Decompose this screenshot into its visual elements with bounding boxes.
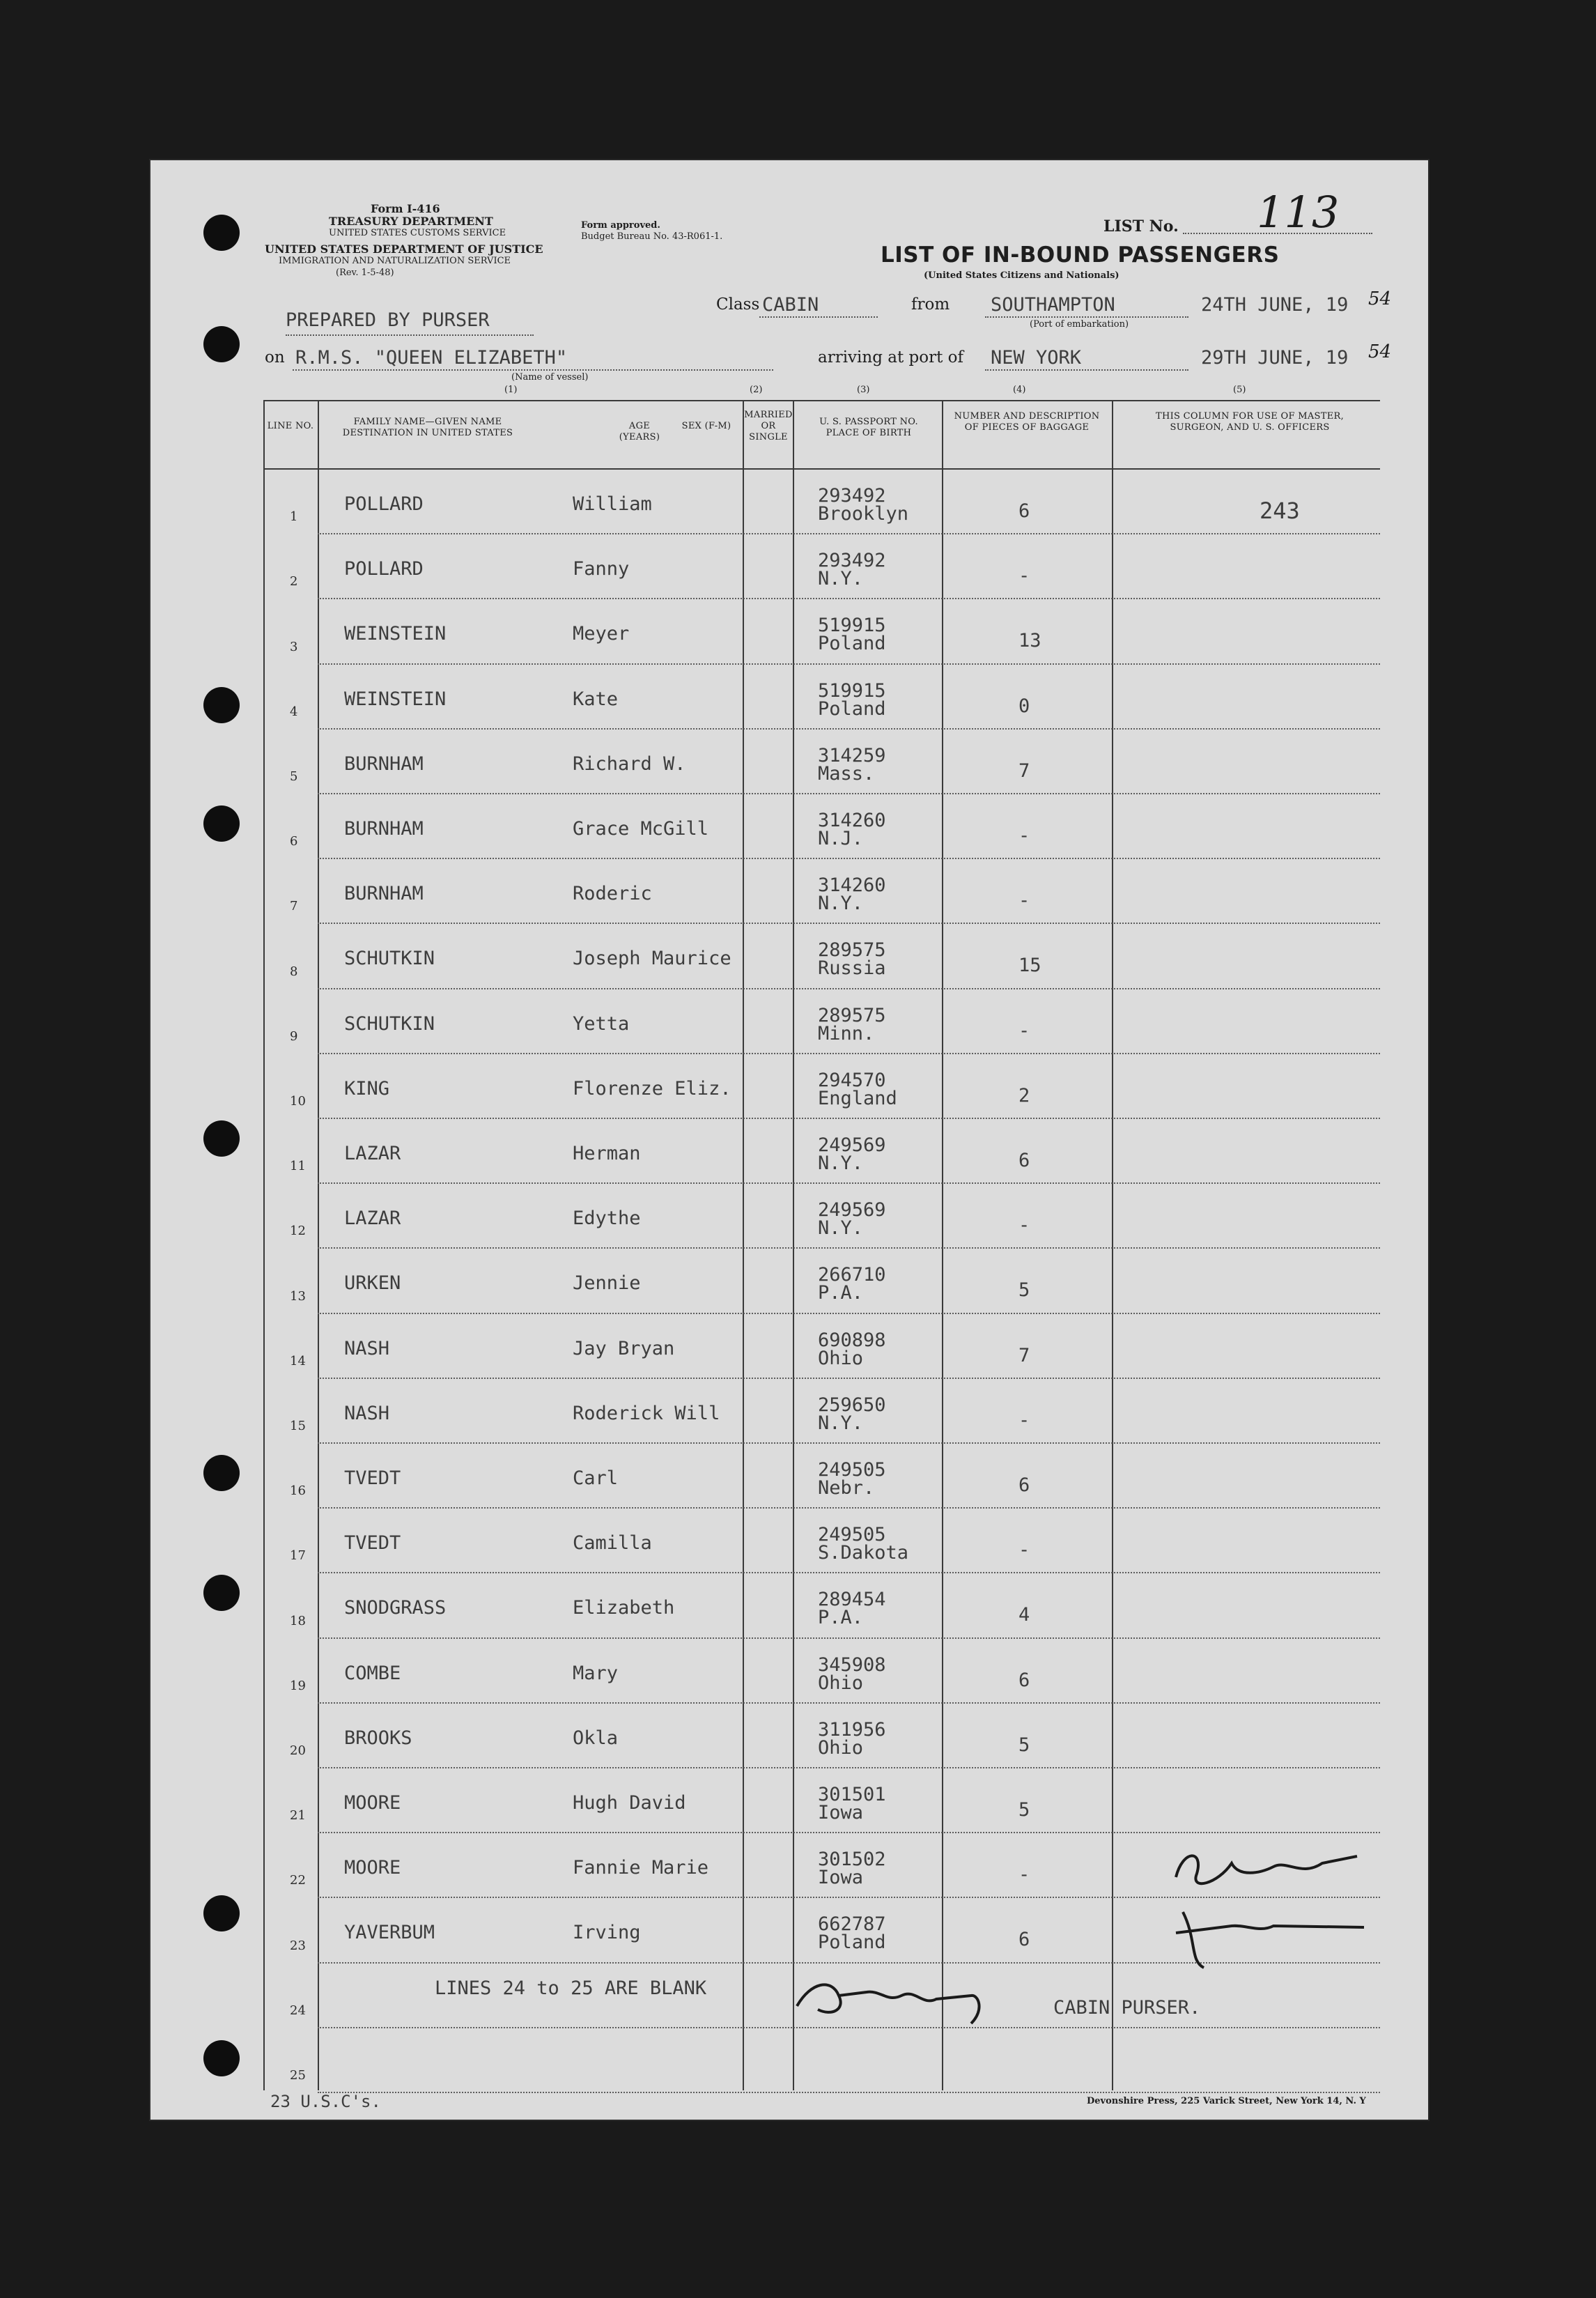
baggage-count: 6 <box>1018 1929 1030 1951</box>
punch-hole <box>203 805 240 842</box>
baggage-count: 7 <box>1018 1344 1030 1366</box>
passport-number: 249505 <box>818 1524 886 1546</box>
col-num-4: (4) <box>1013 385 1026 395</box>
baggage-count: 7 <box>1018 759 1030 782</box>
family-name: COMBE <box>344 1662 401 1684</box>
punch-hole <box>203 1895 240 1931</box>
passport-number: 289575 <box>818 1004 886 1026</box>
vessel-name: R.M.S. "QUEEN ELIZABETH" <box>295 347 568 369</box>
table-row <box>263 1182 1380 1247</box>
punch-hole <box>203 215 240 251</box>
place-of-birth: P.A. <box>818 1607 864 1629</box>
table-row <box>263 1247 1380 1312</box>
family-name: WEINSTEIN <box>344 623 447 645</box>
from-value: SOUTHAMPTON <box>991 294 1115 316</box>
table-row <box>263 598 1380 663</box>
family-name: KING <box>344 1077 390 1100</box>
place-of-birth: N.J. <box>818 828 864 849</box>
baggage-count: - <box>1018 1409 1030 1431</box>
table-row <box>263 1637 1380 1702</box>
arrival-date: 29TH JUNE, 19 <box>1201 347 1349 369</box>
place-of-birth: Poland <box>818 697 886 720</box>
from-label: from <box>911 295 950 314</box>
passport-number: 289454 <box>818 1589 886 1611</box>
col-header-sex: SEX (F-M) <box>681 421 731 431</box>
family-name: MOORE <box>344 1857 401 1879</box>
line-number: 22 <box>290 1873 306 1888</box>
table-row <box>263 858 1380 923</box>
place-of-birth: Poland <box>818 1931 886 1954</box>
baggage-count: 0 <box>1018 695 1030 717</box>
punch-hole <box>203 687 240 723</box>
punch-hole <box>203 1575 240 1611</box>
purser-label: CABIN PURSER. <box>1053 1997 1201 2019</box>
punch-hole <box>203 326 240 362</box>
table-row <box>263 1702 1380 1767</box>
line-number: 2 <box>290 574 298 589</box>
place-of-birth: Iowa <box>818 1867 864 1889</box>
line-number: 6 <box>290 834 298 849</box>
family-name: SCHUTKIN <box>344 1012 435 1035</box>
class-label: Class <box>716 295 760 314</box>
table-row <box>263 1442 1380 1507</box>
line-number: 4 <box>290 704 298 719</box>
line-number: 21 <box>290 1808 306 1823</box>
form-approved: Form approved. <box>581 220 660 231</box>
place-of-birth: P.A. <box>818 1282 864 1304</box>
baggage-count: - <box>1018 1214 1030 1237</box>
place-of-birth: Ohio <box>818 1347 864 1369</box>
baggage-count: 6 <box>1018 1669 1030 1691</box>
family-name: BURNHAM <box>344 753 424 775</box>
line-number: 19 <box>290 1678 306 1693</box>
form-number: Form I-416 <box>371 202 440 215</box>
baggage-count: 13 <box>1018 630 1041 652</box>
line-number: 20 <box>290 1743 306 1758</box>
family-name: BROOKS <box>344 1727 412 1749</box>
justice-dept: UNITED STATES DEPARTMENT OF JUSTICE <box>265 242 543 256</box>
line-number: 24 <box>290 2003 306 2018</box>
on-label: on <box>265 348 285 367</box>
col-num-3: (3) <box>857 385 870 395</box>
col-header-age: AGE (YEARS) <box>619 421 660 442</box>
table-row <box>263 1507 1380 1572</box>
line-number: 17 <box>290 1548 306 1564</box>
table-row <box>263 1378 1380 1442</box>
port-caption: (Port of embarkation) <box>1030 319 1129 330</box>
line-number: 3 <box>290 639 298 654</box>
baggage-count: - <box>1018 890 1030 912</box>
given-name: William <box>573 493 652 515</box>
passport-number: 266710 <box>818 1264 886 1286</box>
place-of-birth: N.Y. <box>818 1217 864 1240</box>
line-number: 10 <box>290 1093 306 1109</box>
vessel-caption: (Name of vessel) <box>511 372 589 383</box>
given-name: Meyer <box>573 623 630 645</box>
prepared-by: PREPARED BY PURSER <box>286 309 490 331</box>
punch-hole <box>203 1455 240 1491</box>
given-name: Herman <box>573 1143 641 1164</box>
given-name: Jennie <box>573 1272 641 1295</box>
baggage-count: 6 <box>1018 1474 1030 1496</box>
punch-hole <box>203 1120 240 1157</box>
departure-year: 54 <box>1368 288 1392 309</box>
footer-count: 23 U.S.C's. <box>270 2092 381 2111</box>
printer-imprint: Devonshire Press, 225 Varick Street, New York 14, N. Y <box>1087 2096 1366 2106</box>
baggage-count: 5 <box>1018 1734 1030 1756</box>
list-no-label: LIST No. <box>1103 217 1179 236</box>
baggage-count: 4 <box>1018 1604 1030 1626</box>
table-row <box>263 1053 1380 1118</box>
given-name: Fannie Marie <box>573 1857 709 1879</box>
row-divider <box>318 2092 1380 2093</box>
passport-number: 662787 <box>818 1913 886 1936</box>
line-number: 7 <box>290 899 298 914</box>
family-name: URKEN <box>344 1272 401 1295</box>
place-of-birth: England <box>818 1087 897 1109</box>
table-row <box>263 1118 1380 1182</box>
passport-number: 259650 <box>818 1394 886 1416</box>
family-name: WEINSTEIN <box>344 688 447 710</box>
given-name: Irving <box>573 1922 641 1944</box>
passport-number: 345908 <box>818 1653 886 1676</box>
table-row <box>263 533 1380 598</box>
budget-bureau: Budget Bureau No. 43-R061-1. <box>581 231 723 242</box>
place-of-birth: Minn. <box>818 1022 875 1044</box>
passenger-table <box>263 400 1380 2090</box>
purser-signature <box>790 1968 1013 2030</box>
table-row <box>263 1572 1380 1637</box>
passport-number: 294570 <box>818 1069 886 1091</box>
family-name: MOORE <box>344 1792 401 1814</box>
line-number: 23 <box>290 1938 306 1953</box>
passport-number: 301502 <box>818 1849 886 1871</box>
col-header-passport: U. S. PASSPORT NO. PLACE OF BIRTH <box>819 417 918 438</box>
baggage-count: 15 <box>1018 955 1041 977</box>
given-name: Elizabeth <box>573 1597 675 1619</box>
passport-number: 301501 <box>818 1784 886 1805</box>
family-name: BURNHAM <box>344 883 424 905</box>
given-name: Mary <box>573 1662 619 1684</box>
baggage-count: - <box>1018 1539 1030 1561</box>
place-of-birth: N.Y. <box>818 1412 864 1434</box>
place-of-birth: S.Dakota <box>818 1542 909 1564</box>
family-name: NASH <box>344 1402 390 1424</box>
line-number: 11 <box>290 1159 306 1174</box>
blank-lines-note: LINES 24 to 25 ARE BLANK <box>435 1977 707 1999</box>
table-row <box>263 2027 1380 2092</box>
page-subtitle: (United States Citizens and Nationals) <box>924 270 1119 281</box>
departure-date: 24TH JUNE, 19 <box>1201 294 1349 316</box>
given-name: Joseph Maurice <box>573 948 731 970</box>
baggage-count: - <box>1018 1864 1030 1886</box>
arrival-year: 54 <box>1368 341 1392 362</box>
given-name: Carl <box>573 1467 619 1489</box>
treasury-dept: TREASURY DEPARTMENT <box>329 215 493 228</box>
col-header-officers: THIS COLUMN FOR USE OF MASTER, SURGEON, AND U. S. OFFICERS <box>1155 411 1345 433</box>
place-of-birth: Iowa <box>818 1802 864 1823</box>
col-header-baggage: NUMBER AND DESCRIPTION OF PIECES OF BAGGAGE <box>954 411 1100 433</box>
passport-number: 314259 <box>818 744 886 766</box>
given-name: Florenze Eliz. <box>573 1077 731 1100</box>
line-number: 8 <box>290 964 298 979</box>
family-name: POLLARD <box>344 558 424 580</box>
place-of-birth: Brooklyn <box>818 503 909 525</box>
punch-hole <box>203 2040 240 2076</box>
arriving-label: arriving at port of <box>818 348 963 367</box>
family-name: TVEDT <box>344 1467 401 1489</box>
place-of-birth: Ohio <box>818 1736 864 1759</box>
given-name: Camilla <box>573 1532 652 1555</box>
line-number: 16 <box>290 1483 306 1499</box>
family-name: TVEDT <box>344 1532 401 1555</box>
place-of-birth: Nebr. <box>818 1477 875 1499</box>
table-row <box>263 923 1380 987</box>
line-number: 15 <box>290 1418 306 1433</box>
col-num-5: (5) <box>1233 385 1246 395</box>
table-row <box>263 1313 1380 1378</box>
class-value: CABIN <box>762 294 819 316</box>
baggage-count: 6 <box>1018 1150 1030 1171</box>
officer-note: 243 <box>1260 498 1300 524</box>
family-name: LAZAR <box>344 1143 401 1164</box>
line-number: 25 <box>290 2067 306 2083</box>
given-name: Edythe <box>573 1208 641 1230</box>
given-name: Okla <box>573 1727 619 1749</box>
family-name: POLLARD <box>344 493 424 515</box>
given-name: Grace McGill <box>573 818 709 840</box>
passport-number: 293492 <box>818 550 886 572</box>
col-header-line: LINE NO. <box>267 421 314 431</box>
family-name: LAZAR <box>344 1208 401 1230</box>
line-number: 9 <box>290 1028 298 1044</box>
passport-number: 690898 <box>818 1329 886 1351</box>
given-name: Hugh David <box>573 1792 686 1814</box>
table-row <box>263 728 1380 793</box>
passport-number: 314260 <box>818 810 886 831</box>
given-name: Kate <box>573 688 619 710</box>
table-row <box>263 793 1380 858</box>
given-name: Jay Bryan <box>573 1337 675 1359</box>
given-name: Roderic <box>573 883 652 905</box>
passport-number: 249505 <box>818 1459 886 1481</box>
line-number: 1 <box>290 509 298 525</box>
place-of-birth: Poland <box>818 633 886 655</box>
ins-service: IMMIGRATION AND NATURALIZATION SERVICE <box>279 256 511 266</box>
baggage-count: 6 <box>1018 500 1030 522</box>
baggage-count: - <box>1018 565 1030 587</box>
table-row <box>263 468 1380 533</box>
officer-signature <box>1155 1835 1378 1975</box>
arrival-port: NEW YORK <box>991 347 1082 369</box>
given-name: Fanny <box>573 558 630 580</box>
passport-number: 289575 <box>818 939 886 962</box>
place-of-birth: Mass. <box>818 762 875 785</box>
table-row <box>263 663 1380 728</box>
col-header-name: FAMILY NAME—GIVEN NAME DESTINATION IN UNITED STATES <box>342 417 513 438</box>
family-name: SCHUTKIN <box>344 948 435 970</box>
page-title: LIST OF IN-BOUND PASSENGERS <box>881 242 1280 268</box>
family-name: SNODGRASS <box>344 1597 447 1619</box>
passport-number: 249569 <box>818 1199 886 1221</box>
baggage-count: - <box>1018 1019 1030 1042</box>
col-header-married: MARRIED OR SINGLE <box>744 410 793 442</box>
table-row <box>263 988 1380 1053</box>
family-name: BURNHAM <box>344 818 424 840</box>
place-of-birth: N.Y. <box>818 568 864 590</box>
place-of-birth: N.Y. <box>818 893 864 915</box>
passport-number: 519915 <box>818 615 886 637</box>
customs-service: UNITED STATES CUSTOMS SERVICE <box>329 228 506 238</box>
place-of-birth: Russia <box>818 957 886 980</box>
given-name: Roderick Will <box>573 1402 720 1424</box>
revision: (Rev. 1-5-48) <box>336 268 394 278</box>
passport-number: 519915 <box>818 679 886 702</box>
passport-number: 249569 <box>818 1134 886 1156</box>
baggage-count: 2 <box>1018 1084 1030 1106</box>
baggage-count: 5 <box>1018 1279 1030 1302</box>
place-of-birth: Ohio <box>818 1672 864 1694</box>
baggage-count: - <box>1018 825 1030 847</box>
given-name: Yetta <box>573 1012 630 1035</box>
family-name: NASH <box>344 1337 390 1359</box>
col-num-2: (2) <box>750 385 763 395</box>
list-no-value: 113 <box>1257 187 1340 238</box>
table-row <box>263 1767 1380 1832</box>
family-name: YAVERBUM <box>344 1922 435 1944</box>
col-num-1: (1) <box>504 385 518 395</box>
line-number: 14 <box>290 1353 306 1368</box>
passport-number: 314260 <box>818 874 886 897</box>
baggage-count: 5 <box>1018 1799 1030 1821</box>
given-name: Richard W. <box>573 753 686 775</box>
line-number: 13 <box>290 1288 306 1304</box>
line-number: 12 <box>290 1224 306 1239</box>
passport-number: 311956 <box>818 1718 886 1741</box>
place-of-birth: N.Y. <box>818 1152 864 1174</box>
line-number: 5 <box>290 769 298 784</box>
passport-number: 293492 <box>818 485 886 507</box>
line-number: 18 <box>290 1613 306 1628</box>
